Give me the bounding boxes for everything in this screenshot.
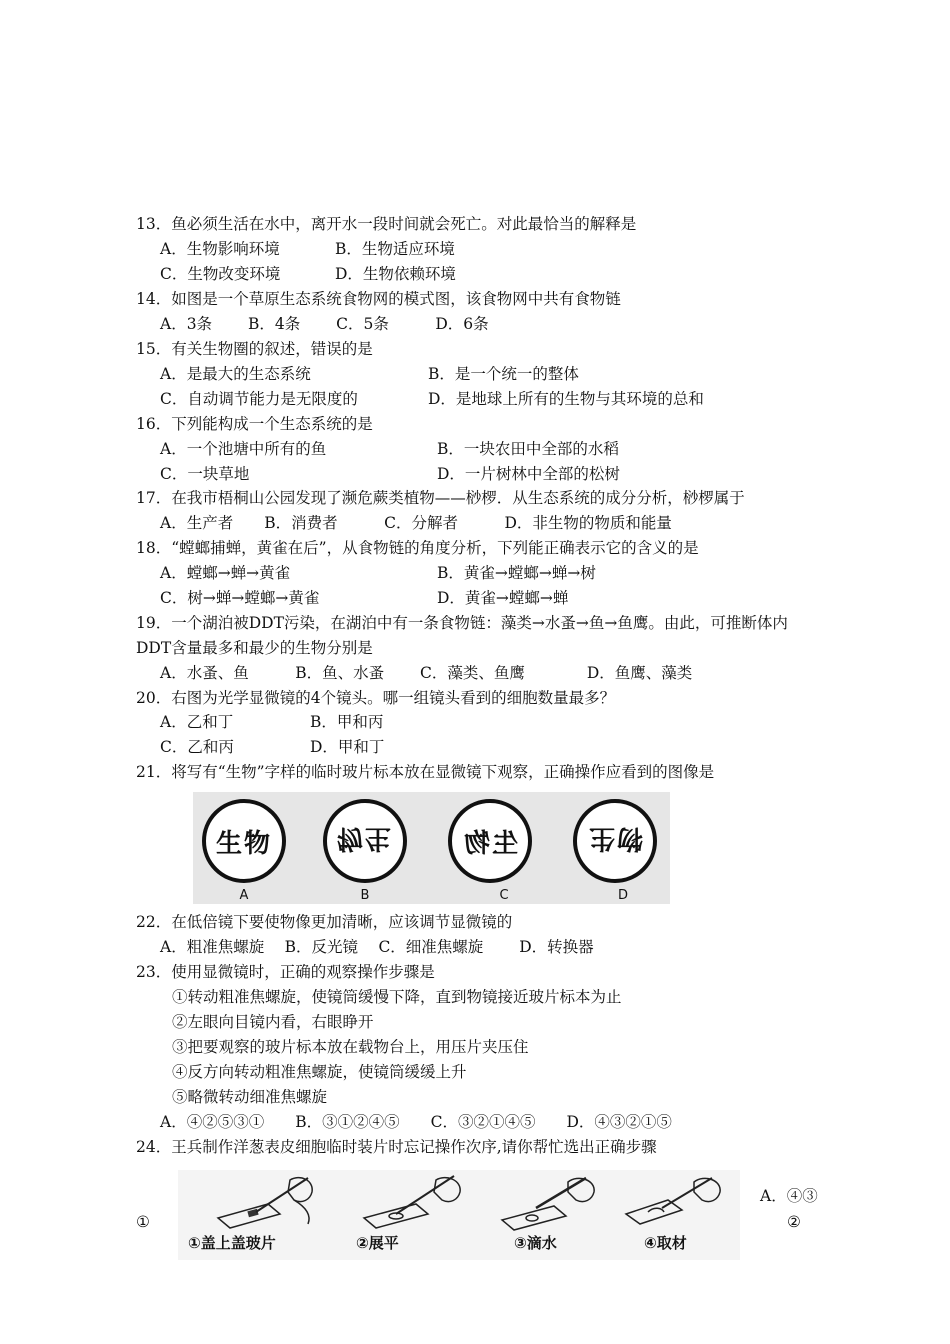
q13-option-c: C．生物改变环境 bbox=[160, 265, 281, 283]
q16-stem: 16．下列能构成一个生态系统的是 bbox=[136, 415, 373, 433]
q18-option-d: D．黄雀→螳螂→蝉 bbox=[437, 589, 569, 607]
q24-left-mark: ① bbox=[136, 1213, 150, 1231]
q14-options: A．3条 B．4条 C．5条 D．6条 bbox=[160, 315, 489, 333]
q14-stem: 14．如图是一个草原生态系统食物网的模式图，该食物网中共有食物链 bbox=[136, 290, 621, 308]
q17-stem: 17．在我市梧桐山公园发现了濒危蕨类植物——桫椤．从生态系统的成分分析，桫椤属于 bbox=[136, 489, 745, 507]
q21-label-b: B bbox=[360, 888, 370, 903]
q13-option-b: B．生物适应环境 bbox=[335, 240, 455, 258]
q21-label-a: A bbox=[239, 888, 249, 903]
q24-option-a: A．④③ bbox=[760, 1187, 818, 1205]
q15-option-b: B．是一个统一的整体 bbox=[428, 365, 579, 383]
q24-step-2-caption: ②展平 bbox=[356, 1234, 399, 1252]
q13-stem: 13．鱼必须生活在水中，离开水一段时间就会死亡。对此最恰当的解释是 bbox=[136, 215, 637, 233]
q20-stem: 20．右图为光学显微镜的4个镜头。哪一组镜头看到的细胞数量最多？ bbox=[136, 689, 616, 707]
q19-stem-line1: 19．一个湖泊被DDT污染，在湖泊中有一条食物链：藻类→水蚤→鱼→鱼鹰。由此，可推断体内 bbox=[136, 614, 788, 632]
q23-stem: 23．使用显微镜时，正确的观察操作步骤是 bbox=[136, 963, 435, 981]
q13-option-a: A．生物影响环境 bbox=[160, 240, 280, 258]
q24-option-a-cont: ② bbox=[787, 1213, 801, 1231]
spread-hand-icon bbox=[358, 1174, 468, 1232]
q23-step-5: ⑤略微转动细准焦螺旋 bbox=[172, 1088, 328, 1106]
q21-figure bbox=[193, 792, 670, 904]
q18-option-b: B．黄雀→螳螂→蝉→树 bbox=[437, 564, 596, 582]
q18-option-c: C．树→蝉→螳螂→黄雀 bbox=[160, 589, 320, 607]
q22-options: A．粗准焦螺旋 B．反光镜 C．细准焦螺旋 D．转换器 bbox=[160, 938, 594, 956]
q24-stem: 24．王兵制作洋葱表皮细胞临时装片时忘记操作次序,请你帮忙选出正确步骤 bbox=[136, 1138, 657, 1156]
q20-option-a: A．乙和丁 bbox=[160, 713, 234, 731]
q18-option-a: A．螳螂→蝉→黄雀 bbox=[160, 564, 291, 582]
q24-step-1-caption: ①盖上盖玻片 bbox=[188, 1234, 276, 1252]
q21-label-d: D bbox=[617, 888, 628, 903]
q20-option-c: C．乙和丙 bbox=[160, 738, 234, 756]
q21-label-c: C bbox=[499, 888, 509, 903]
q15-option-d: D．是地球上所有的生物与其环境的总和 bbox=[428, 390, 704, 408]
q16-option-b: B．一块农田中全部的水稻 bbox=[437, 440, 619, 458]
dropper-hand-icon bbox=[496, 1174, 606, 1232]
q21-stem: 21．将写有“生物”字样的临时玻片标本放在显微镜下观察，正确操作应看到的图像是 bbox=[136, 763, 715, 781]
q21-circle-d: 物生 bbox=[573, 799, 657, 883]
q13-option-d: D．生物依赖环境 bbox=[335, 265, 456, 283]
q19-stem-line2: DDT含量最多和最少的生物分别是 bbox=[136, 639, 373, 657]
q18-stem: 18．“螳螂捕蝉，黄雀在后”，从食物链的角度分析，下列能正确表示它的含义的是 bbox=[136, 539, 699, 557]
q23-step-4: ④反方向转动粗准焦螺旋，使镜筒缓缓上升 bbox=[172, 1063, 467, 1081]
q17-options: A．生产者 B．消费者 C．分解者 D．非生物的物质和能量 bbox=[160, 514, 672, 532]
q22-stem: 22．在低倍镜下要使物像更加清晰，应该调节显微镜的 bbox=[136, 913, 513, 931]
q15-option-a: A．是最大的生态系统 bbox=[160, 365, 311, 383]
q23-step-3: ③把要观察的玻片标本放在载物台上，用压片夹压住 bbox=[172, 1038, 529, 1056]
q24-step-4-caption: ④取材 bbox=[644, 1234, 687, 1252]
tweezers-hand-icon bbox=[618, 1174, 728, 1232]
q23-options: A．④②⑤③① B．③①②④⑤ C．③②①④⑤ D．④③②①⑤ bbox=[160, 1113, 672, 1131]
q16-option-a: A．一个池塘中所有的鱼 bbox=[160, 440, 327, 458]
q21-circle-a: 生物 bbox=[202, 799, 286, 883]
q20-option-b: B．甲和丙 bbox=[310, 713, 384, 731]
q19-options: A．水蚤、鱼 B．鱼、水蚤 C．藻类、鱼鹰 D．鱼鹰、藻类 bbox=[160, 664, 693, 682]
q24-figure bbox=[178, 1170, 740, 1260]
q24-step-3-caption: ③滴水 bbox=[514, 1234, 557, 1252]
q21-circle-c: 生物 bbox=[448, 799, 532, 883]
q23-step-1: ①转动粗准焦螺旋，使镜筒缓慢下降，直到物镜接近玻片标本为止 bbox=[172, 988, 622, 1006]
q16-option-c: C．一块草地 bbox=[160, 465, 250, 483]
cover-slip-hand-icon bbox=[208, 1174, 318, 1232]
q15-stem: 15．有关生物圈的叙述，错误的是 bbox=[136, 340, 373, 358]
q16-option-d: D．一片树林中全部的松树 bbox=[437, 465, 620, 483]
q21-circle-b: 物生 bbox=[323, 799, 407, 883]
q20-option-d: D．甲和丁 bbox=[310, 738, 385, 756]
q15-option-c: C．自动调节能力是无限度的 bbox=[160, 390, 358, 408]
q23-step-2: ②左眼向目镜内看，右眼睁开 bbox=[172, 1013, 374, 1031]
